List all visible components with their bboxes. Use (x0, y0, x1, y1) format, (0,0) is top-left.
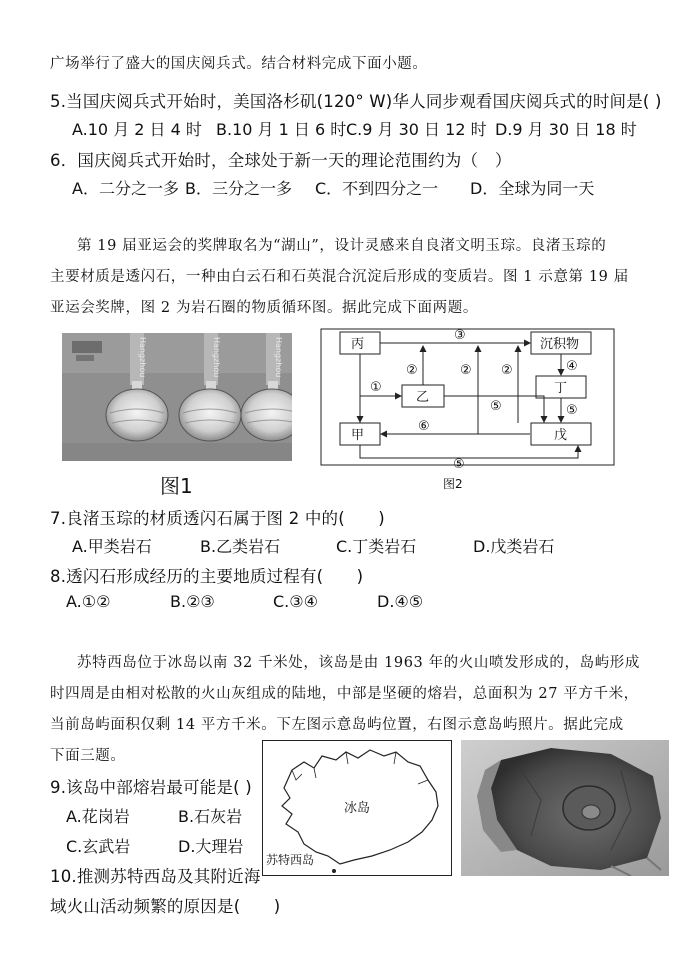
passage3-line2: 时四周是由相对松散的火山灰组成的陆地，中部是坚硬的熔岩，总面积为 27 平方千米， (50, 686, 639, 702)
label-yi: 乙 (416, 390, 430, 405)
ribbon-text-1: Hangzhou (138, 337, 147, 378)
question-10-stem-line1: 10.推测苏特西岛及其附近海 (50, 867, 261, 886)
q8-option-b[interactable]: B.②③ (170, 592, 215, 611)
ribbon-text-2: Hangzhou (212, 337, 221, 378)
label-wu: 戊 (554, 428, 568, 443)
arrow-label-5-bottom: ⑤ (453, 457, 465, 471)
figure-2-caption: 图2 (443, 477, 463, 491)
arrow-label-3: ③ (454, 328, 466, 343)
arrow-label-5-mid: ⑤ (490, 399, 502, 414)
arrow-label-6: ⑥ (418, 419, 430, 434)
question-9-stem: 9.该岛中部熔岩最可能是( ) (50, 778, 252, 797)
q9-option-d[interactable]: D.大理岩 (178, 837, 244, 856)
figure-2-rock-cycle (318, 326, 618, 471)
island-photo-illustration (461, 740, 669, 876)
q5-option-c[interactable]: C.9 月 30 日 12 时 (346, 120, 487, 139)
passage2-line2: 主要材质是透闪石，一种由白云石和石英混合沉淀后形成的变质岩。图 1 示意第 19 届 (50, 269, 629, 285)
question-8-stem: 8.透闪石形成经历的主要地质过程有( ) (50, 567, 364, 586)
q5-option-a[interactable]: A.10 月 2 日 4 时 (72, 120, 202, 139)
q6-option-c[interactable]: C．不到四分之一 (315, 179, 439, 198)
question-7-stem: 7.良渚玉琮的材质透闪石属于图 2 中的( ) (50, 509, 385, 528)
q8-option-c[interactable]: C.③④ (273, 592, 318, 611)
label-sediment: 沉积物 (540, 337, 580, 352)
label-bing: 丙 (351, 337, 365, 352)
q6-option-d[interactable]: D．全球为同一天 (470, 179, 595, 198)
q5-option-b[interactable]: B.10 月 1 日 6 时 (216, 120, 347, 139)
passage3-line1: 苏特西岛位于冰岛以南 32 千米处，该岛是由 1963 年的火山喷发形成的，岛屿形成 (77, 655, 640, 671)
intro-tail: 广场举行了盛大的国庆阅兵式。结合材料完成下面小题。 (50, 56, 428, 72)
q6-option-a[interactable]: A．二分之一多 (72, 179, 179, 198)
q6-option-b[interactable]: B．三分之一多 (185, 179, 292, 198)
ribbon-text-3: Hangzhou (274, 337, 283, 378)
q7-option-a[interactable]: A.甲类岩石 (72, 537, 152, 556)
q7-option-b[interactable]: B.乙类岩石 (200, 537, 281, 556)
q8-option-a[interactable]: A.①② (66, 592, 111, 611)
question-5-stem: 5.当国庆阅兵式开始时，美国洛杉矶(120° W)华人同步观看国庆阅兵式的时间是( ) (50, 92, 662, 111)
figure-1-medals (62, 333, 292, 461)
arrow-label-1: ① (370, 380, 382, 395)
iceland-location-map (262, 740, 452, 876)
q9-option-a[interactable]: A.花岗岩 (66, 807, 130, 826)
question-6-stem: 6．国庆阅兵式开始时，全球处于新一天的理论范围约为（ ） (50, 151, 512, 170)
island-photo (461, 740, 669, 876)
figure-1-caption: 图1 (160, 474, 193, 498)
label-ding: 丁 (554, 381, 568, 396)
arrow-label-2-right: ② (501, 363, 513, 378)
medals-illustration (62, 333, 292, 461)
surtsey-marker (332, 869, 336, 873)
q8-option-d[interactable]: D.④⑤ (377, 592, 424, 611)
q7-option-c[interactable]: C.丁类岩石 (336, 537, 417, 556)
surtsey-label: 苏特西岛 (266, 853, 315, 867)
iceland-label: 冰岛 (344, 801, 371, 816)
q9-option-b[interactable]: B.石灰岩 (178, 807, 243, 826)
iceland-map (262, 740, 452, 876)
passage2-line3: 亚运会奖牌，图 2 为岩石圈的物质循环图。据此完成下面两题。 (50, 300, 478, 316)
q7-option-d[interactable]: D.戊类岩石 (473, 537, 555, 556)
q9-option-c[interactable]: C.玄武岩 (66, 837, 131, 856)
label-jia: 甲 (351, 428, 365, 443)
arrow-label-4: ④ (566, 359, 578, 374)
arrow-label-2-left: ② (406, 363, 418, 378)
question-10-stem-line2: 域火山活动频繁的原因是( ) (50, 897, 281, 916)
q5-option-d[interactable]: D.9 月 30 日 18 时 (495, 120, 637, 139)
passage3-line4: 下面三题。 (50, 748, 126, 764)
arrow-label-5-right: ⑤ (566, 403, 578, 418)
passage2-line1: 第 19 届亚运会的奖牌取名为“湖山”，设计灵感来自良渚文明玉琮。良渚玉琮的 (77, 238, 607, 254)
rock-cycle-diagram (318, 326, 618, 471)
arrow-label-2-mid: ② (460, 363, 472, 378)
passage3-line3: 当前岛屿面积仅剩 14 平方千米。下左图示意岛屿位置，右图示意岛屿照片。据此完成 (50, 717, 624, 733)
